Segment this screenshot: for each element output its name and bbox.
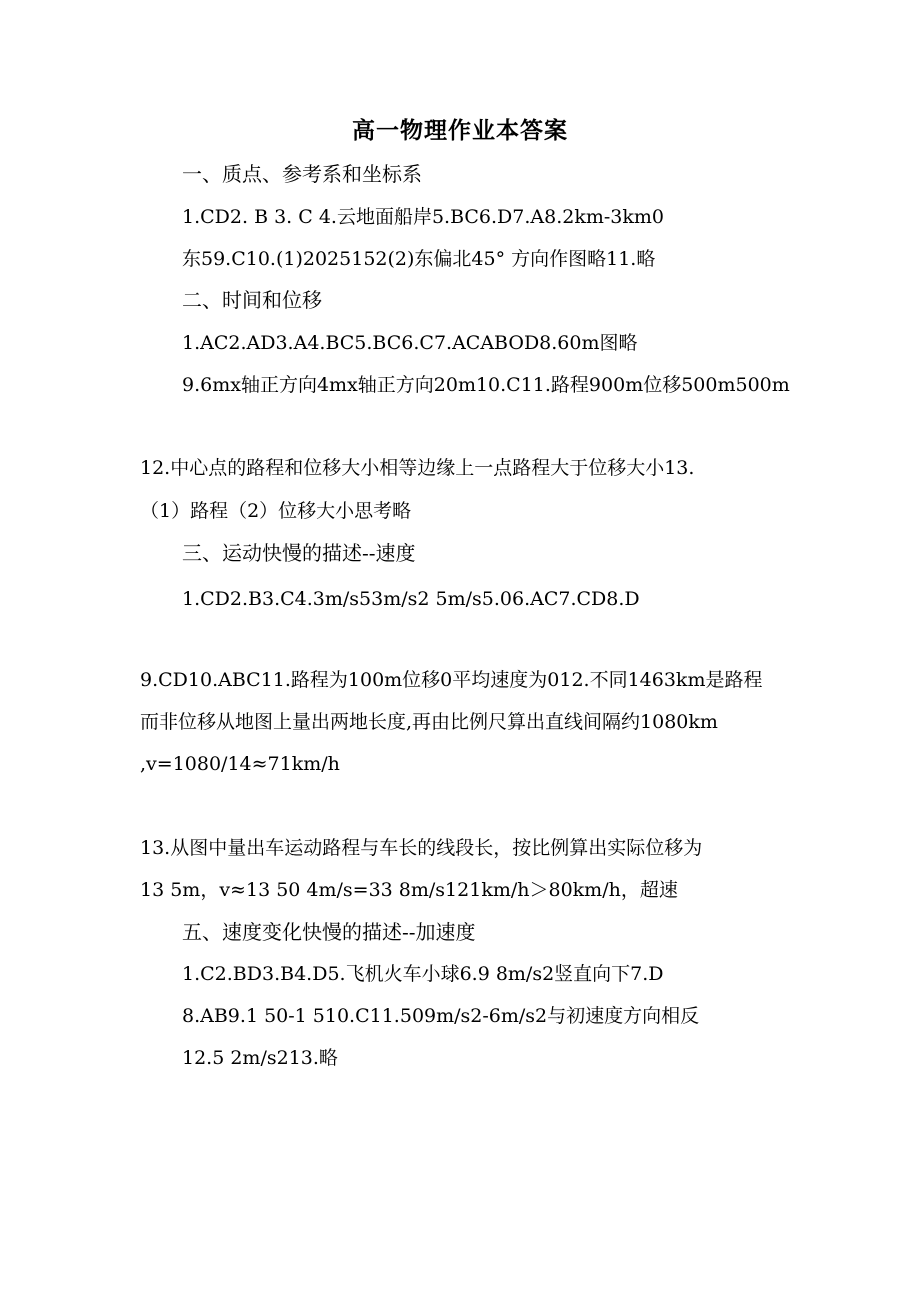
answer-line: 8.AB9.1 50-1 510.C11.509m/s2-6m/s2与初速度方向相反 <box>182 1005 700 1027</box>
section-heading-1: 一、质点、参考系和坐标系 <box>182 162 422 186</box>
answer-line: 12.5 2m/s213.略 <box>182 1047 338 1069</box>
section-heading-2: 二、时间和位移 <box>182 288 322 312</box>
answer-line: 12.中心点的路程和位移大小相等边缘上一点路程大于位移大小13. <box>140 457 695 479</box>
answer-line: ,v=1080/14≈71km/h <box>140 753 340 775</box>
answer-line: 9.6mx轴正方向4mx轴正方向20m10.C11.路程900m位移500m500m <box>182 374 790 396</box>
document-title: 高一物理作业本答案 <box>352 118 568 144</box>
section-heading-3: 三、运动快慢的描述--速度 <box>182 541 416 565</box>
section-heading-5: 五、速度变化快慢的描述--加速度 <box>182 920 476 944</box>
answer-line: 13.从图中量出车运动路程与车长的线段长，按比例算出实际位移为 <box>140 837 703 859</box>
answer-line: 1.CD2. B 3. C 4.云地面船岸5.BC6.D7.A8.2km-3km0 <box>182 206 665 228</box>
answer-line: 13 5m，v≈13 50 4m/s=33 8m/s121km/h＞80km/h，超速 <box>140 879 678 901</box>
answer-line: 9.CD10.ABC11.路程为100m位移0平均速度为012.不同1463km是路程 <box>140 669 763 691</box>
answer-line: 而非位移从地图上量出两地长度,再由比例尺算出直线间隔约1080km <box>140 711 718 733</box>
answer-line: （1）路程（2）位移大小思考略 <box>140 500 412 522</box>
answer-line: 1.CD2.B3.C4.3m/s53m/s2 5m/s5.06.AC7.CD8.D <box>182 588 640 610</box>
answer-line: 东59.C10.(1)2025152(2)东偏北45° 方向作图略11.略 <box>182 248 656 270</box>
answer-line: 1.C2.BD3.B4.D5.飞机火车小球6.9 8m/s2竖直向下7.D <box>182 963 664 985</box>
answer-line: 1.AC2.AD3.A4.BC5.BC6.C7.ACABOD8.60m图略 <box>182 332 638 354</box>
